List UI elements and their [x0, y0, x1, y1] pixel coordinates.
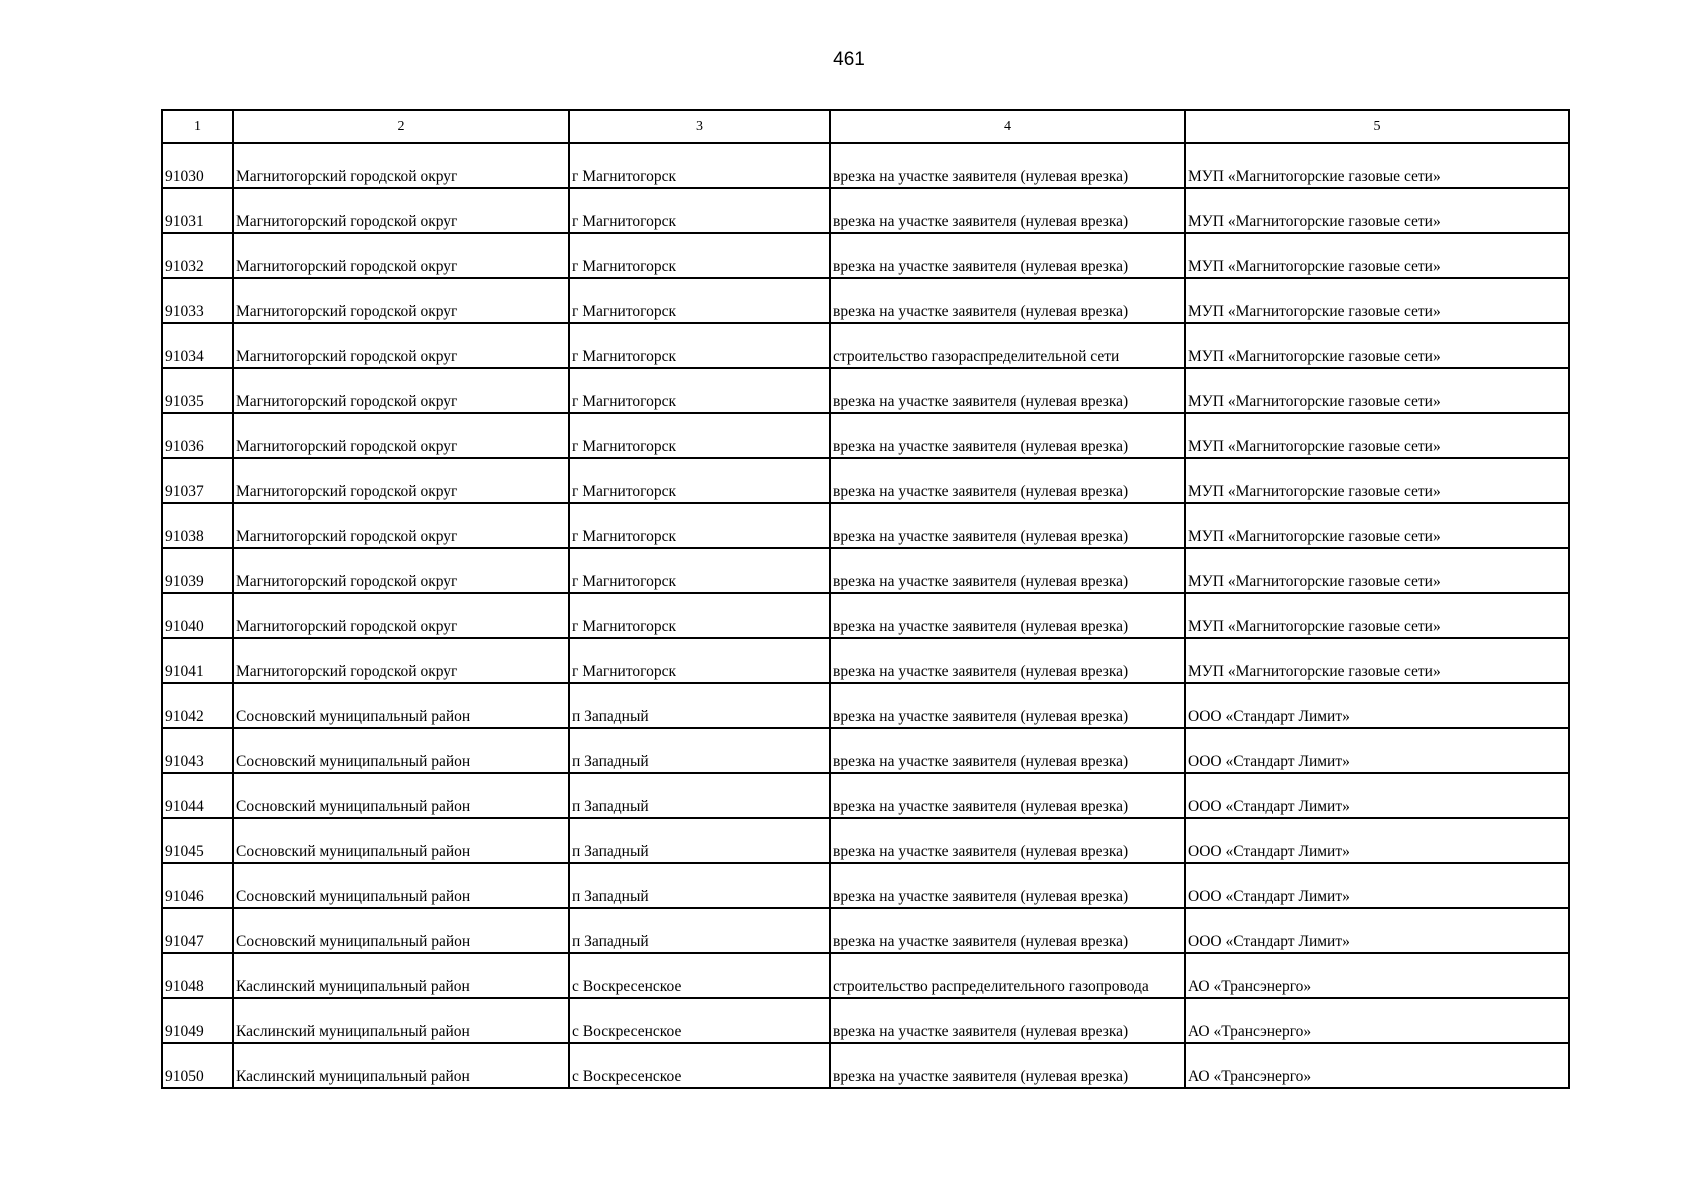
organization-cell: МУП «Магнитогорские газовые сети» [1185, 593, 1569, 638]
table-row [162, 368, 1569, 413]
work-type-cell: врезка на участке заявителя (нулевая врезка) [830, 413, 1185, 458]
row-number-cell: 91047 [162, 908, 233, 953]
row-number-cell: 91032 [162, 233, 233, 278]
organization-cell: МУП «Магнитогорские газовые сети» [1185, 413, 1569, 458]
municipality-cell: Магнитогорский городской округ [233, 368, 569, 413]
organization-cell: АО «Трансэнерго» [1185, 998, 1569, 1043]
row-number-cell: 91039 [162, 548, 233, 593]
table-body [162, 143, 1569, 1088]
column-header-2: 2 [233, 110, 569, 143]
organization-cell: АО «Трансэнерго» [1185, 1043, 1569, 1088]
municipality-cell: Сосновский муниципальный район [233, 818, 569, 863]
municipality-cell: Каслинский муниципальный район [233, 1043, 569, 1088]
work-type-cell: строительство распределительного газопровода [830, 953, 1185, 998]
municipality-cell: Магнитогорский городской округ [233, 323, 569, 368]
column-header-1: 1 [162, 110, 233, 143]
table-row [162, 773, 1569, 818]
table-row [162, 863, 1569, 908]
page-number: 461 [833, 49, 865, 70]
work-type-cell: врезка на участке заявителя (нулевая врезка) [830, 143, 1185, 188]
table-row [162, 998, 1569, 1043]
table-row [162, 683, 1569, 728]
row-number-cell: 91034 [162, 323, 233, 368]
municipality-cell: Сосновский муниципальный район [233, 683, 569, 728]
organization-cell: МУП «Магнитогорские газовые сети» [1185, 143, 1569, 188]
table-row [162, 233, 1569, 278]
work-type-cell: врезка на участке заявителя (нулевая врезка) [830, 368, 1185, 413]
table-row [162, 323, 1569, 368]
municipality-cell: Магнитогорский городской округ [233, 593, 569, 638]
municipality-cell: Каслинский муниципальный район [233, 998, 569, 1043]
organization-cell: АО «Трансэнерго» [1185, 953, 1569, 998]
organization-cell: МУП «Магнитогорские газовые сети» [1185, 638, 1569, 683]
municipality-cell: Магнитогорский городской округ [233, 458, 569, 503]
settlement-cell: с Воскресенское [569, 998, 830, 1043]
column-header-4: 4 [830, 110, 1185, 143]
settlement-cell: п Западный [569, 863, 830, 908]
table-row [162, 413, 1569, 458]
work-type-cell: врезка на участке заявителя (нулевая врезка) [830, 188, 1185, 233]
row-number-cell: 91031 [162, 188, 233, 233]
organization-cell: ООО «Стандарт Лимит» [1185, 683, 1569, 728]
organization-cell: ООО «Стандарт Лимит» [1185, 728, 1569, 773]
settlement-cell: г Магнитогорск [569, 188, 830, 233]
table-row [162, 458, 1569, 503]
organization-cell: ООО «Стандарт Лимит» [1185, 863, 1569, 908]
work-type-cell: врезка на участке заявителя (нулевая врезка) [830, 863, 1185, 908]
settlement-cell: г Магнитогорск [569, 503, 830, 548]
table-row [162, 143, 1569, 188]
table-row [162, 908, 1569, 953]
work-type-cell: врезка на участке заявителя (нулевая врезка) [830, 908, 1185, 953]
municipality-cell: Магнитогорский городской округ [233, 143, 569, 188]
row-number-cell: 91035 [162, 368, 233, 413]
settlement-cell: г Магнитогорск [569, 413, 830, 458]
settlement-cell: п Западный [569, 728, 830, 773]
municipality-cell: Сосновский муниципальный район [233, 908, 569, 953]
column-header-3: 3 [569, 110, 830, 143]
settlement-cell: с Воскресенское [569, 1043, 830, 1088]
work-type-cell: врезка на участке заявителя (нулевая врезка) [830, 458, 1185, 503]
settlement-cell: п Западный [569, 773, 830, 818]
row-number-cell: 91044 [162, 773, 233, 818]
municipality-cell: Магнитогорский городской округ [233, 638, 569, 683]
register-table [161, 109, 1570, 1089]
header-row [162, 110, 1569, 143]
table-row [162, 503, 1569, 548]
work-type-cell: врезка на участке заявителя (нулевая врезка) [830, 593, 1185, 638]
work-type-cell: врезка на участке заявителя (нулевая врезка) [830, 998, 1185, 1043]
municipality-cell: Магнитогорский городской округ [233, 548, 569, 593]
organization-cell: ООО «Стандарт Лимит» [1185, 773, 1569, 818]
settlement-cell: п Западный [569, 818, 830, 863]
row-number-cell: 91048 [162, 953, 233, 998]
row-number-cell: 91046 [162, 863, 233, 908]
organization-cell: МУП «Магнитогорские газовые сети» [1185, 368, 1569, 413]
municipality-cell: Магнитогорский городской округ [233, 278, 569, 323]
settlement-cell: п Западный [569, 908, 830, 953]
row-number-cell: 91033 [162, 278, 233, 323]
settlement-cell: г Магнитогорск [569, 638, 830, 683]
table-row [162, 593, 1569, 638]
municipality-cell: Магнитогорский городской округ [233, 188, 569, 233]
work-type-cell: врезка на участке заявителя (нулевая врезка) [830, 548, 1185, 593]
row-number-cell: 91043 [162, 728, 233, 773]
row-number-cell: 91042 [162, 683, 233, 728]
work-type-cell: врезка на участке заявителя (нулевая врезка) [830, 1043, 1185, 1088]
organization-cell: МУП «Магнитогорские газовые сети» [1185, 278, 1569, 323]
work-type-cell: врезка на участке заявителя (нулевая врезка) [830, 773, 1185, 818]
organization-cell: ООО «Стандарт Лимит» [1185, 908, 1569, 953]
municipality-cell: Сосновский муниципальный район [233, 773, 569, 818]
work-type-cell: врезка на участке заявителя (нулевая врезка) [830, 683, 1185, 728]
settlement-cell: п Западный [569, 683, 830, 728]
organization-cell: ООО «Стандарт Лимит» [1185, 818, 1569, 863]
work-type-cell: врезка на участке заявителя (нулевая врезка) [830, 278, 1185, 323]
municipality-cell: Сосновский муниципальный район [233, 863, 569, 908]
work-type-cell: врезка на участке заявителя (нулевая врезка) [830, 638, 1185, 683]
settlement-cell: г Магнитогорск [569, 143, 830, 188]
organization-cell: МУП «Магнитогорские газовые сети» [1185, 233, 1569, 278]
organization-cell: МУП «Магнитогорские газовые сети» [1185, 503, 1569, 548]
row-number-cell: 91030 [162, 143, 233, 188]
organization-cell: МУП «Магнитогорские газовые сети» [1185, 548, 1569, 593]
settlement-cell: г Магнитогорск [569, 458, 830, 503]
settlement-cell: г Магнитогорск [569, 593, 830, 638]
table-row [162, 278, 1569, 323]
settlement-cell: с Воскресенское [569, 953, 830, 998]
settlement-cell: г Магнитогорск [569, 233, 830, 278]
row-number-cell: 91038 [162, 503, 233, 548]
work-type-cell: врезка на участке заявителя (нулевая врезка) [830, 233, 1185, 278]
work-type-cell: врезка на участке заявителя (нулевая врезка) [830, 503, 1185, 548]
settlement-cell: г Магнитогорск [569, 368, 830, 413]
municipality-cell: Магнитогорский городской округ [233, 413, 569, 458]
column-header-5: 5 [1185, 110, 1569, 143]
table-row [162, 638, 1569, 683]
organization-cell: МУП «Магнитогорские газовые сети» [1185, 188, 1569, 233]
work-type-cell: врезка на участке заявителя (нулевая врезка) [830, 728, 1185, 773]
row-number-cell: 91049 [162, 998, 233, 1043]
settlement-cell: г Магнитогорск [569, 323, 830, 368]
table-row [162, 548, 1569, 593]
municipality-cell: Магнитогорский городской округ [233, 503, 569, 548]
table-row [162, 1043, 1569, 1088]
work-type-cell: врезка на участке заявителя (нулевая врезка) [830, 818, 1185, 863]
municipality-cell: Сосновский муниципальный район [233, 728, 569, 773]
organization-cell: МУП «Магнитогорские газовые сети» [1185, 458, 1569, 503]
table-row [162, 728, 1569, 773]
organization-cell: МУП «Магнитогорские газовые сети» [1185, 323, 1569, 368]
row-number-cell: 91050 [162, 1043, 233, 1088]
table-row [162, 953, 1569, 998]
table-row [162, 188, 1569, 233]
work-type-cell: строительство газораспределительной сети [830, 323, 1185, 368]
municipality-cell: Каслинский муниципальный район [233, 953, 569, 998]
row-number-cell: 91045 [162, 818, 233, 863]
row-number-cell: 91041 [162, 638, 233, 683]
table-row [162, 818, 1569, 863]
row-number-cell: 91036 [162, 413, 233, 458]
municipality-cell: Магнитогорский городской округ [233, 233, 569, 278]
row-number-cell: 91040 [162, 593, 233, 638]
settlement-cell: г Магнитогорск [569, 278, 830, 323]
settlement-cell: г Магнитогорск [569, 548, 830, 593]
row-number-cell: 91037 [162, 458, 233, 503]
